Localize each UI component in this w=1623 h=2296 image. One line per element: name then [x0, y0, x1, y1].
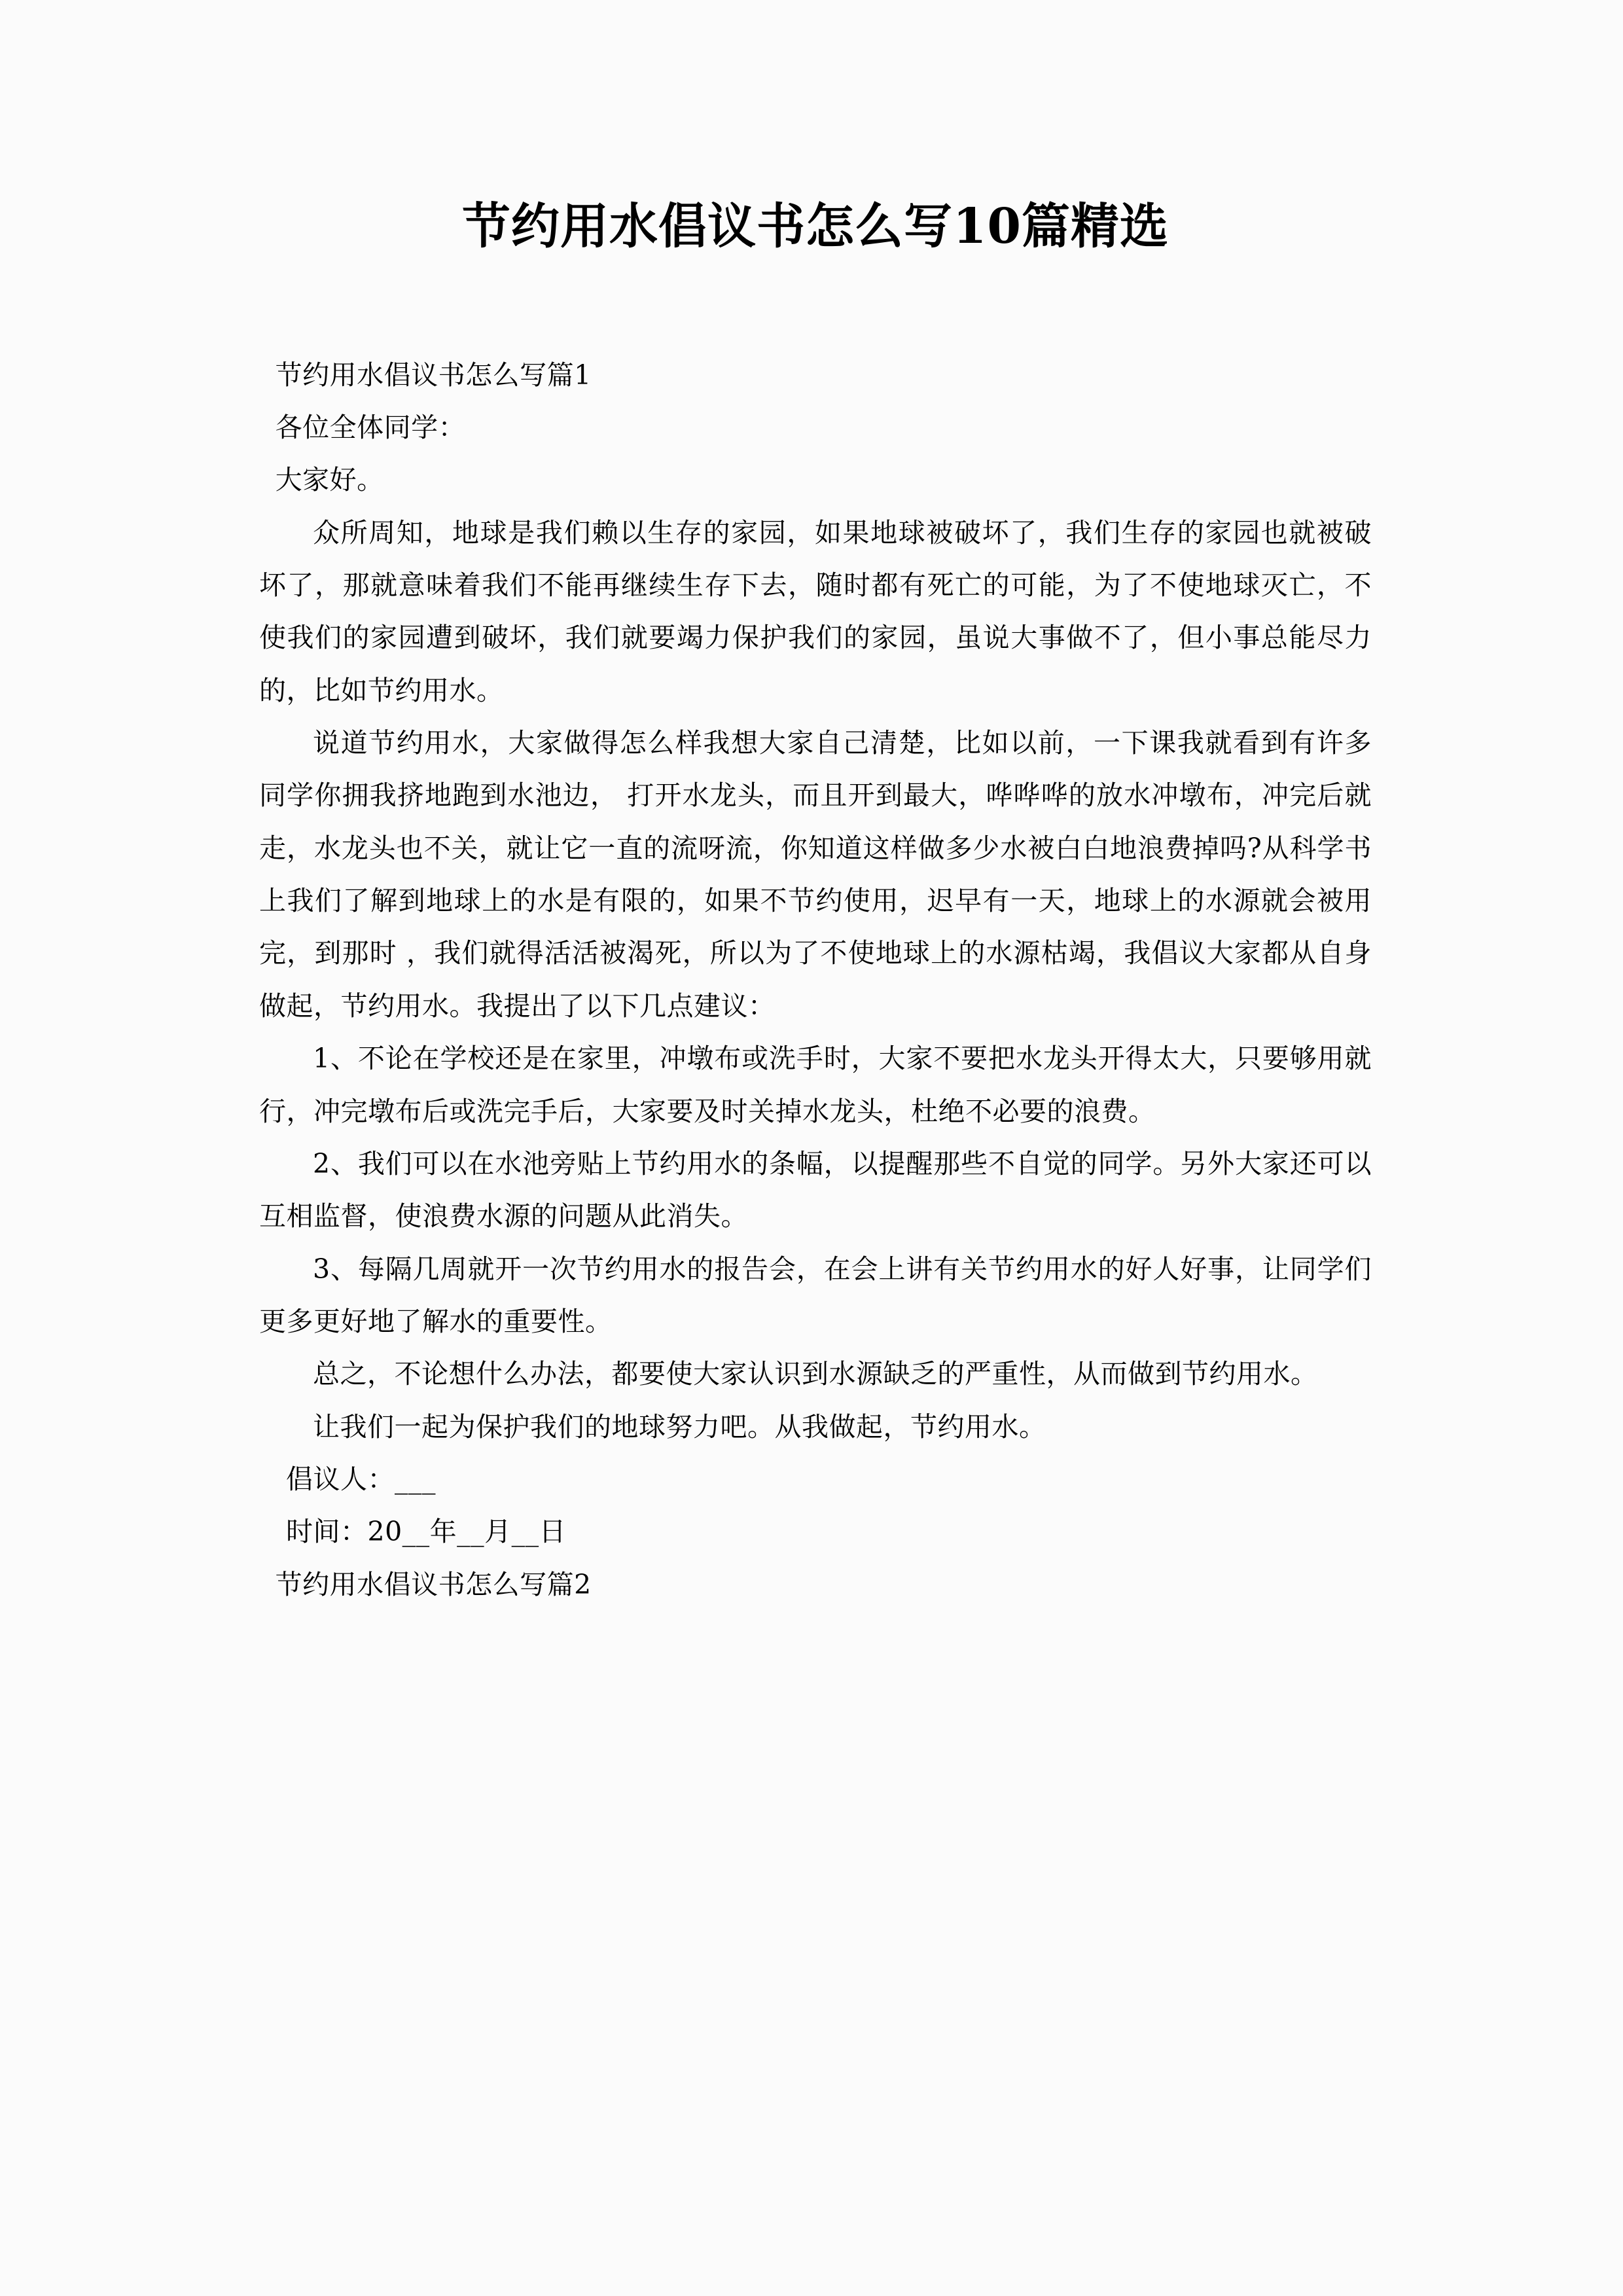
paragraph-conclusion: 总之，不论想什么办法，都要使大家认识到水源缺乏的严重性，从而做到节约用水。 — [313, 1358, 1318, 1390]
paragraph-call-to-action: 让我们一起为保护我们的地球努力吧。从我做起，节约用水。 — [313, 1410, 1046, 1443]
paragraph-2: 说道节约用水，大家做得怎么样我想大家自己清楚，比如以前，一下课我就看到有许多同学你拥我挤地跑到水池边， 打开水龙头，而且开到最大，哗哗哗的放水冲墩布，冲完后就走，水龙头也不关，就让它一直的流呀流，你知道这样做多少水被白白地浪费掉吗?从科学书上我们了解到地球上的水是有限的，如果不节约使用，迟早有一天，地球上的水源就会被用完，到那时 ，我们就得活活被渴死，所以为了不使地球上的水源枯竭，我倡议大家都从自身做起，节约用水。我提出了以下几点建议： — [259, 727, 1372, 1022]
list-item-1: 1、不论在学校还是在家里，冲墩布或洗手时，大家不要把水龙头开得太大，只要够用就行，冲完墩布后或洗完手后，大家要及时关掉水龙头，杜绝不必要的浪费。 — [259, 1043, 1372, 1127]
list-item-3: 3、每隔几周就开一次节约用水的报告会，在会上讲有关节约用水的好人好事，让同学们更多更好地了解水的重要性。 — [259, 1253, 1372, 1337]
section-heading-2: 节约用水倡议书怎么写篇2 — [275, 1568, 592, 1600]
list-item-2: 2、我们可以在水池旁贴上节约用水的条幅，以提醒那些不自觉的同学。另外大家还可以互相监督，使浪费水源的问题从此消失。 — [259, 1147, 1372, 1232]
document-body — [259, 0, 1372, 1611]
salutation: 各位全体同学： — [275, 411, 466, 443]
signature-proposer: 倡议人：___ — [286, 1463, 436, 1496]
section-heading-1: 节约用水倡议书怎么写篇1 — [275, 359, 592, 391]
paragraph-1: 众所周知，地球是我们赖以生存的家园，如果地球被破坏了，我们生存的家园也就被破坏了，那就意味着我们不能再继续生存下去，随时都有死亡的可能，为了不使地球灭亡，不使我们的家园遭到破坏，我们就要竭力保护我们的家园，虽说大事做不了，但小事总能尽力的，比如节约用水。 — [259, 516, 1372, 706]
signature-date: 时间：20__年__月__日 — [286, 1516, 567, 1548]
page-title: 节约用水倡议书怎么写10篇精选 — [462, 198, 1169, 255]
greeting: 大家好。 — [275, 464, 384, 496]
title-spacer — [259, 257, 1372, 349]
document-content — [259, 349, 1372, 1611]
